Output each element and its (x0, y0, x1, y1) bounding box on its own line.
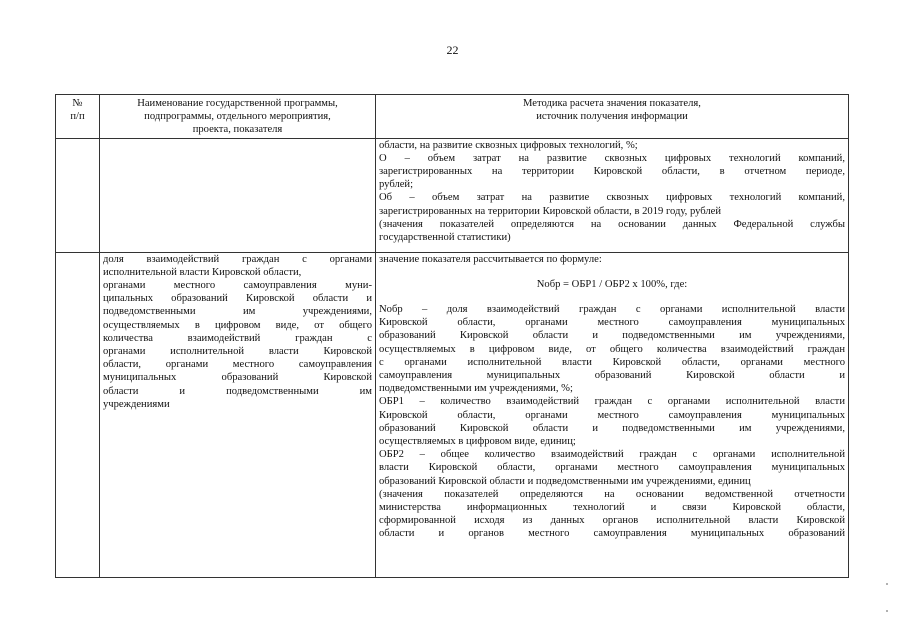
header-name-line: подпрограммы, отдельного мероприятия, (144, 111, 331, 123)
header-name-line: проекта, показателя (192, 124, 283, 136)
method-line: образований Кировской области и подведомственными им учреждениями, единиц (379, 475, 751, 487)
header-number-line: № (72, 98, 83, 109)
cell-method (376, 252, 849, 577)
method-line: рублей; (379, 179, 414, 191)
header-number (56, 95, 100, 139)
name-line: подведомственными им учреждениями, (103, 306, 372, 318)
method-line: Кировской области, органами местного самоуправления муниципальных (379, 317, 845, 329)
header-method-line: источник получения информации (536, 111, 688, 123)
method-line: Об – объем затрат на развитие сквозных цифровых технологий компаний, (379, 192, 845, 204)
name-line: учреждениями (103, 398, 170, 410)
scan-speck (886, 583, 888, 585)
table-row (56, 138, 849, 252)
cell-number (56, 252, 100, 577)
header-name (100, 95, 376, 139)
method-line: осуществляемых в цифровом виде, единиц; (379, 436, 576, 448)
name-line: ципальных образований Кировской области и (103, 293, 372, 305)
name-line: осуществляемых в цифровом виде, от общего (103, 319, 372, 331)
cell-number (56, 138, 100, 252)
method-line: (значения показателей определяются на основании ведомственной отчетности (379, 488, 845, 500)
method-line: зарегистрированных на территории Кировской области, в отчетном периоде, (379, 166, 845, 178)
indicator-methodology-table (55, 94, 849, 578)
name-line: исполнительной власти Кировской области, (103, 266, 302, 278)
name-line: органами исполнительной власти Кировской (103, 346, 372, 358)
name-line: органами местного самоуправления муни- (103, 280, 372, 292)
scan-speck (886, 610, 888, 612)
method-line: ОБР1 – количество взаимодействий граждан с органами исполнительной власти (379, 396, 845, 408)
table-row (56, 252, 849, 577)
header-number-line: п/п (70, 111, 85, 123)
method-line: сформированной исходя из данных органов исполнительной власти Кировской (379, 515, 845, 527)
method-line: области и органов местного самоуправления муниципальных образований (379, 528, 845, 540)
name-line: муниципальных образований Кировской (103, 372, 372, 384)
method-line: подведомственными им учреждениями, %; (379, 383, 573, 395)
header-method (376, 95, 849, 139)
method-intro: значение показателя рассчитывается по формуле: (379, 253, 602, 265)
method-line: самоуправления муниципальных образований Кировской области и (379, 370, 845, 382)
method-line: образований Кировской области и подведомственными им учреждениями, (379, 330, 845, 342)
table-header-row (56, 95, 849, 139)
method-line: с органами исполнительной власти Кировской области, органами местного (379, 356, 845, 368)
name-line: количества взаимодействий граждан с (103, 332, 372, 344)
formula: Nобр = ОБР1 / ОБР2 x 100%, где: (536, 278, 688, 290)
name-line: области, органами местного самоуправления (103, 359, 372, 371)
name-line: области и подведомственными им (103, 385, 372, 397)
method-line: Nобр – доля взаимодействий граждан с органами исполнительной власти (379, 304, 845, 316)
method-line: ОБР2 – общее количество взаимодействий граждан с органами исполнительной (379, 449, 845, 461)
method-line: области, на развитие сквозных цифровых технологий, %; (379, 139, 638, 151)
page-number: 22 (446, 43, 459, 57)
header-name-line: Наименование государственной программы, (137, 98, 338, 109)
cell-name (100, 252, 376, 577)
method-line: государственной статистики) (379, 232, 511, 244)
method-line: (значения показателей определяются на основании данных Федеральной службы (379, 218, 845, 230)
name-line: доля взаимодействий граждан с органами (103, 253, 372, 265)
method-line: зарегистрированных на территории Кировской области, в 2019 году, рублей (379, 205, 722, 217)
method-line: О – объем затрат на развитие сквозных цифровых технологий компаний, (379, 152, 845, 164)
cell-name (100, 138, 376, 252)
method-line: Кировской области, органами местного самоуправления муниципальных (379, 409, 845, 421)
header-method-line: Методика расчета значения показателя, (523, 98, 701, 109)
method-line: осуществляемых в цифровом виде, от общего количества взаимодействий граждан (379, 343, 845, 355)
cell-method (376, 138, 849, 252)
method-line: власти Кировской области, органами местного самоуправления муниципальных (379, 462, 845, 474)
method-line: министерства информационных технологий и связи Кировской области, (379, 502, 845, 514)
method-line: образований Кировской области и подведомственными им учреждениями, (379, 422, 845, 434)
